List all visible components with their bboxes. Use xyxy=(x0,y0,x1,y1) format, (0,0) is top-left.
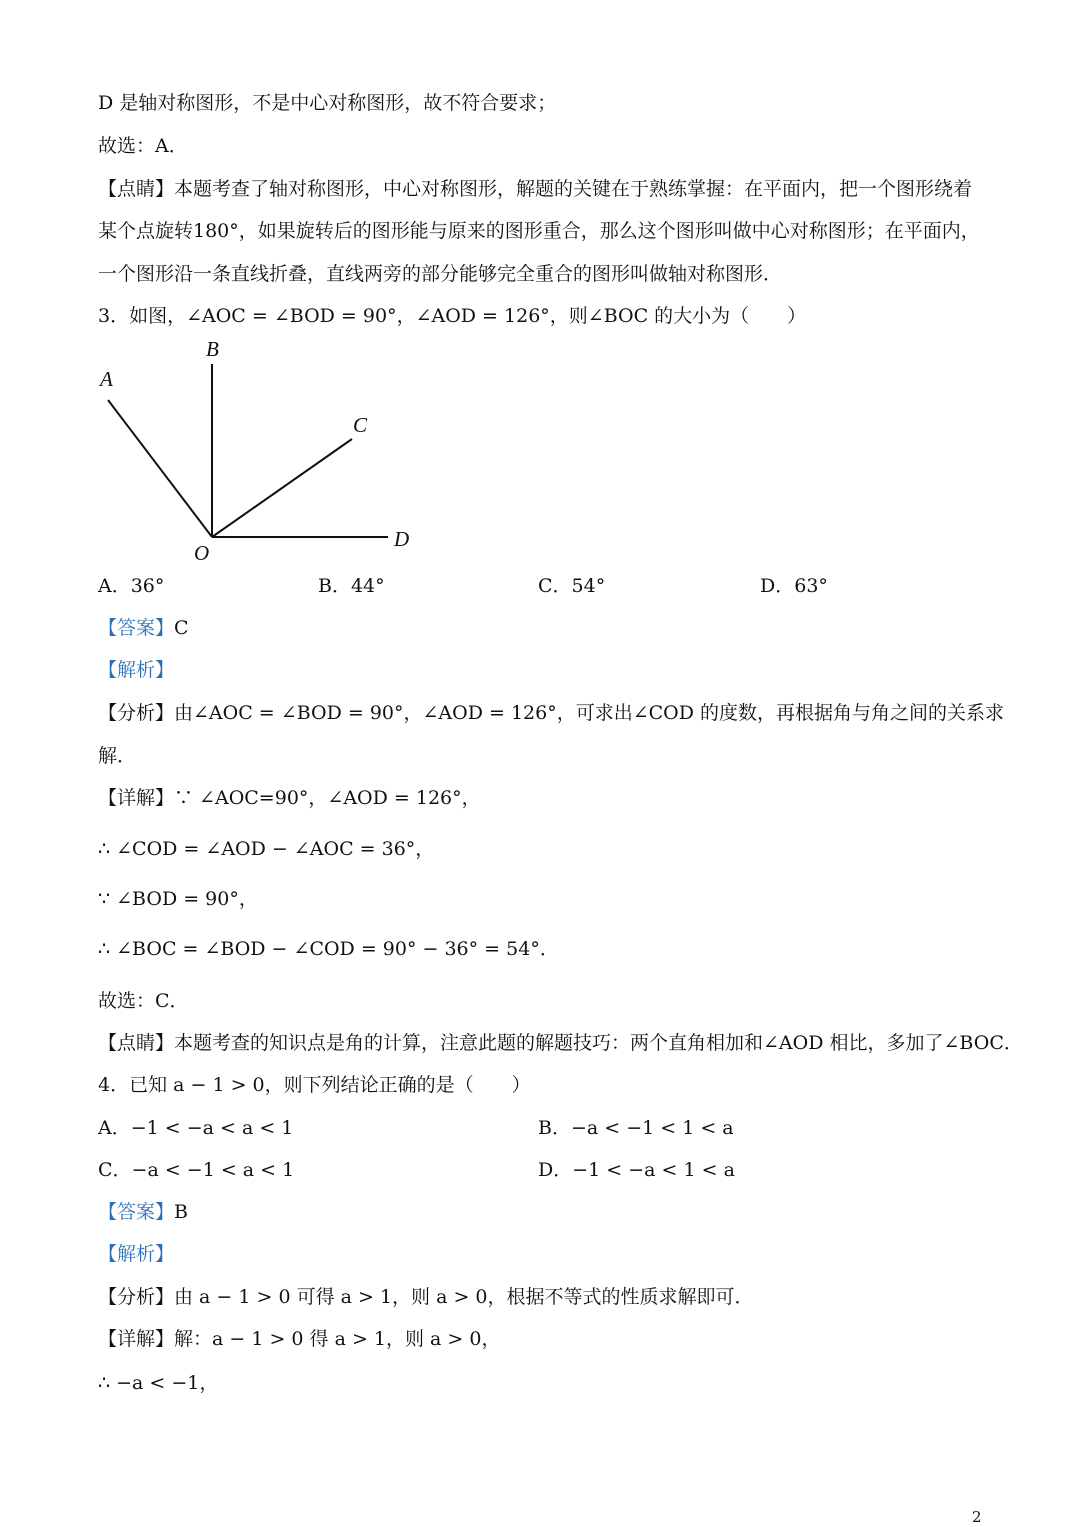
q4-xiangjie xyxy=(98,1326,500,1352)
q4-answer xyxy=(98,1199,188,1225)
fenxi-text: 由∠AOC = ∠BOD = 90°，∠AOD = 126°，可求出∠COD 的度数，再根据角与角之间的关系求 xyxy=(174,702,1005,724)
q4-fenxi xyxy=(98,1284,754,1310)
dianjing-tag: 【点睛】 xyxy=(98,178,175,200)
label-b: B xyxy=(206,337,219,361)
q3-option-a: A．36° xyxy=(98,575,165,597)
xiangjie-tag: 【详解】 xyxy=(98,1328,175,1350)
xiangjie-step: ∵ ∠AOC=90°，∠AOD = 126°， xyxy=(174,787,481,809)
ray-oa xyxy=(108,400,212,537)
q3-option-c: C．54° xyxy=(538,575,606,597)
text-line: 一个图形沿一条直线折叠，直线两旁的部分能够完全重合的图形叫做轴对称图形． xyxy=(98,263,783,285)
dianjing-text: 本题考查的知识点是角的计算，注意此题的解题技巧：两个直角相加和∠AOD 相比，多加了∠BOC． xyxy=(174,1032,1023,1054)
q3-analysis-tag: 【解析】 xyxy=(98,659,175,681)
q3-step: ∵ ∠BOD = 90°， xyxy=(98,888,258,910)
q4-stem: 4．已知 a − 1 > 0，则下列结论正确的是（ ） xyxy=(98,1074,531,1096)
answer-tag: 【答案】 xyxy=(98,1201,175,1223)
xiangjie-tag: 【详解】 xyxy=(98,787,175,809)
answer-value: C xyxy=(174,617,189,639)
q3-choose: 故选：C． xyxy=(98,990,189,1012)
q4-option-d: D．−1 < −a < 1 < a xyxy=(538,1159,735,1181)
q3-fenxi-cont: 解． xyxy=(98,745,137,767)
label-o: O xyxy=(194,541,210,565)
fenxi-tag: 【分析】 xyxy=(98,1286,175,1308)
q4-analysis-tag: 【解析】 xyxy=(98,1243,175,1265)
xiangjie-text: 解：a − 1 > 0 得 a > 1，则 a > 0， xyxy=(174,1328,501,1350)
q3-stem: 3．如图，∠AOC = ∠BOD = 90°，∠AOD = 126°，则∠BOC 的大小为（ ） xyxy=(98,305,807,327)
dianjing-tag: 【点睛】 xyxy=(98,1032,175,1054)
page-number: 2 xyxy=(972,1508,982,1526)
angle-figure xyxy=(96,332,426,572)
q3-fenxi xyxy=(98,700,1004,726)
q3-dianjing xyxy=(98,1030,1023,1056)
dianjing-text: 本题考查了轴对称图形，中心对称图形，解题的关键在于熟练掌握：在平面内，把一个图形绕着 xyxy=(174,178,973,200)
label-d: D xyxy=(394,527,410,551)
ray-oc xyxy=(212,439,352,537)
q3-answer xyxy=(98,615,189,641)
q3-step: ∴ ∠BOC = ∠BOD − ∠COD = 90° − 36° = 54°． xyxy=(98,938,559,960)
q3-xiangjie xyxy=(98,785,481,811)
text-line: D 是轴对称图形，不是中心对称图形，故不符合要求； xyxy=(98,92,557,114)
q3-option-b: B．44° xyxy=(318,575,385,597)
text-line: 故选：A． xyxy=(98,135,188,157)
answer-tag: 【答案】 xyxy=(98,617,175,639)
fenxi-text: 由 a − 1 > 0 可得 a > 1，则 a > 0，根据不等式的性质求解即可． xyxy=(174,1286,754,1308)
q3-option-d: D．63° xyxy=(760,575,828,597)
fenxi-tag: 【分析】 xyxy=(98,702,175,724)
text-line: 某个点旋转180°，如果旋转后的图形能与原来的图形重合，那么这个图形叫做中心对称图形；在平面内， xyxy=(98,220,980,242)
q4-option-c: C．−a < −1 < a < 1 xyxy=(98,1159,295,1181)
answer-value: B xyxy=(174,1201,188,1223)
label-c: C xyxy=(353,413,368,437)
label-a: A xyxy=(100,367,113,391)
q3-step: ∴ ∠COD = ∠AOD − ∠AOC = 36°， xyxy=(98,838,435,860)
q4-option-a: A．−1 < −a < a < 1 xyxy=(98,1117,294,1139)
text-line xyxy=(98,176,972,202)
q4-option-b: B．−a < −1 < 1 < a xyxy=(538,1117,734,1139)
q4-step: ∴ −a < −1， xyxy=(98,1372,219,1394)
